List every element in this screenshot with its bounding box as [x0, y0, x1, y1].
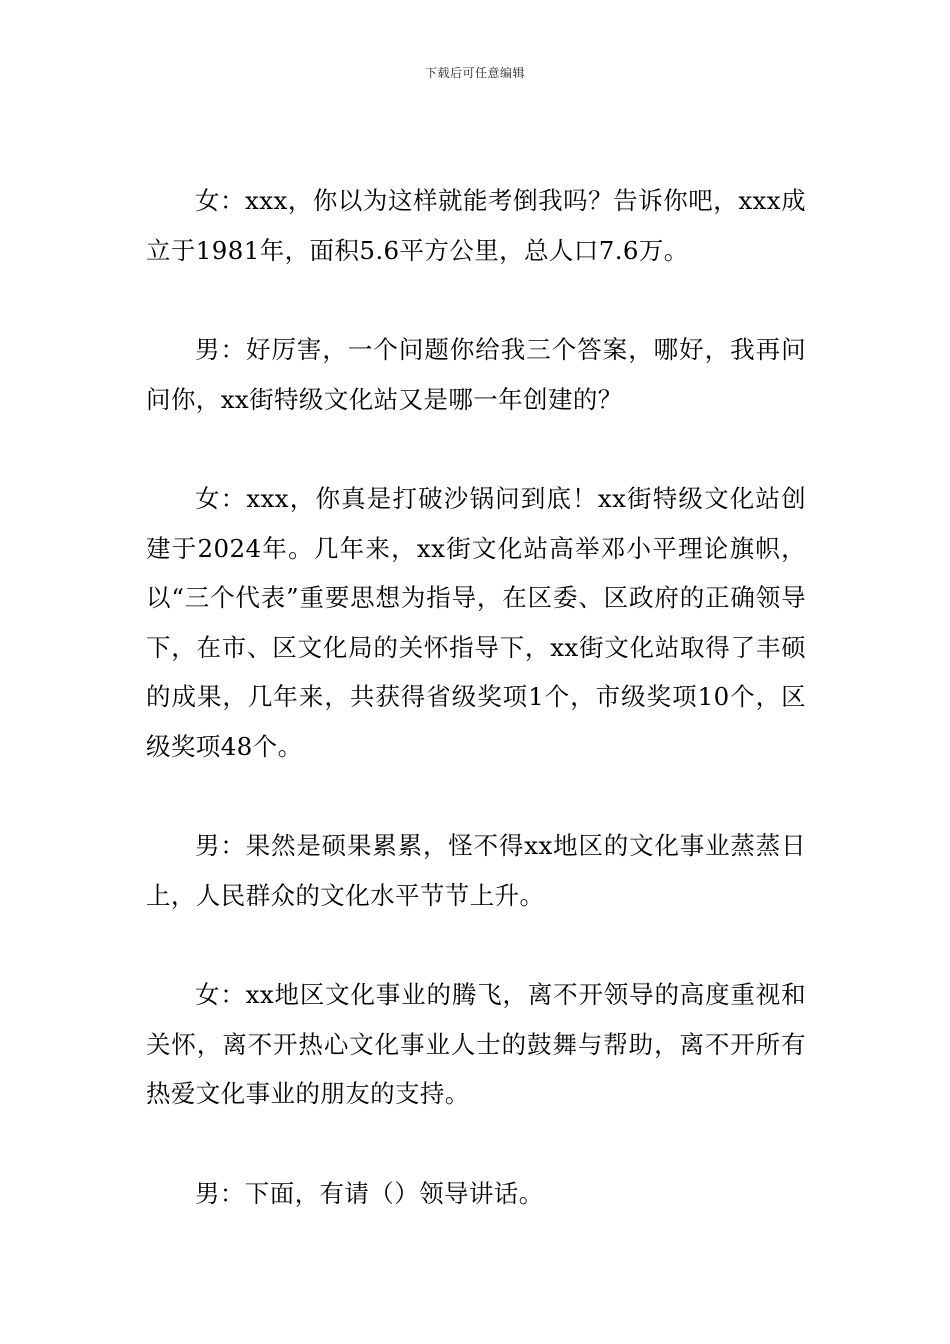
paragraph-3: 女：xxx，你真是打破沙锅问到底！xx街特级文化站创建于2024年。几年来，xx街文化站高举邓小平理论旗帜，以“三个代表”重要思想为指导，在区委、区政府的正确领导下，在市、区文化局的关怀指导下，xx街文化站取得了丰硕的成果，几年来，共获得省级奖项1个，市级奖项10个，区级奖项48个。 — [146, 484, 806, 761]
paragraph-5: 女：xx地区文化事业的腾飞，离不开领导的高度重视和关怀，离不开热心文化事业人士的鼓舞与帮助，离不开所有热爱文化事业的朋友的支持。 — [146, 980, 806, 1108]
paragraph-4: 男：果然是硕果累累，怪不得xx地区的文化事业蒸蒸日上，人民群众的文化水平节节上升。 — [146, 831, 806, 910]
paragraph-1: 女：xxx，你以为这样就能考倒我吗？告诉你吧，xxx成立于1981年，面积5.6平方公里，总人口7.6万。 — [146, 186, 806, 265]
paragraph-2: 男：好厉害，一个问题你给我三个答案，哪好，我再问问你，xx街特级文化站又是哪一年创建的？ — [146, 335, 806, 414]
page-header: 下载后可任意编辑 — [424, 66, 525, 80]
document-body — [146, 176, 806, 1218]
paragraph-6: 男：下面，有请（）领导讲话。 — [195, 1178, 544, 1208]
